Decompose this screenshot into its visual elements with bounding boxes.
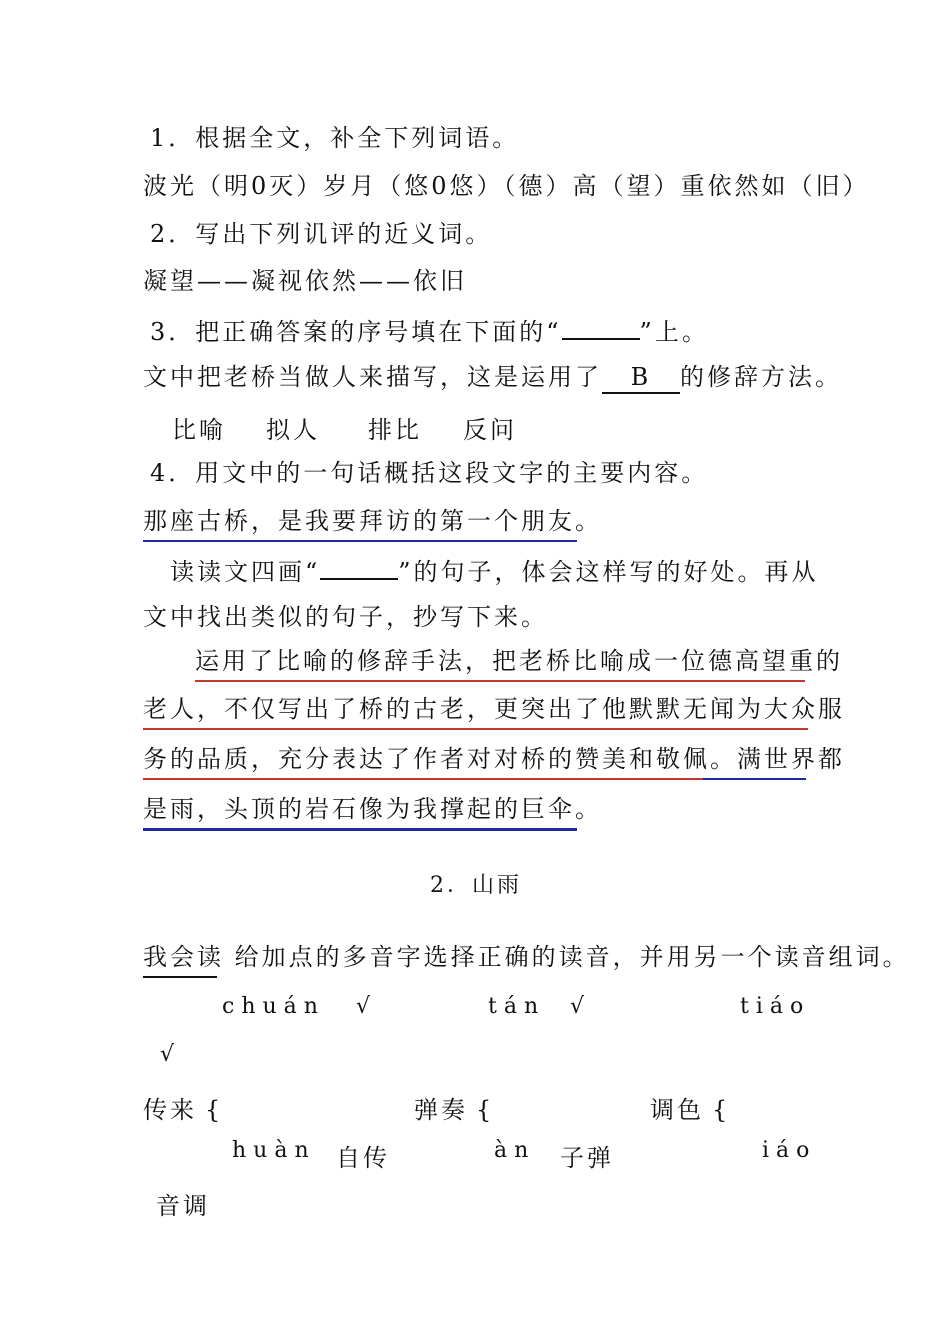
item3-brace: { [712,1096,731,1124]
item2-pinyin1: tán [488,994,546,1019]
item2-check-mark: √ [570,994,588,1019]
q3-sentence-before: 文中把老桥当做人来描写，这是运用了 [143,363,602,391]
item2-new-word: 子弹 [560,1144,614,1172]
q5-question-line2: 文中找出类似的句子，抄写下来。 [143,603,548,631]
q5-answer-line4-underline [143,828,577,831]
q4-question: 4．用文中的一句话概括这段文字的主要内容。 [150,459,709,487]
item2-word [414,1090,494,1125]
q3-sentence-after: 的修辞方法。 [680,363,842,391]
q1-question: 1．根据全文，补全下列词语。 [150,124,520,152]
item1-check-mark: √ [356,994,374,1019]
q2-question: 2．写出下列讥评的近义词。 [150,220,493,248]
q5-answer-line3b-underline [703,778,806,780]
q5-answer-line3 [143,744,845,774]
q1-answer: 波光（明0灭）岁月（悠0悠）（德）高（望）重依然如（旧） [143,172,870,200]
q4-answer-underline [143,540,577,542]
q3-option-3: 排比 [368,416,422,444]
q5-answer-line3a: 务的品质，充分表达了作者对对桥的赞美和敬佩。 [143,745,737,773]
item3-check-mark: √ [160,1042,178,1067]
q3-text-after: ”上。 [639,318,709,346]
q3-answer-blank: B [602,362,680,394]
q4-answer: 那座古桥，是我要拜访的第一个朋友。 [143,507,602,535]
q5-answer-line3a-underline [143,778,703,780]
q3-sentence [143,362,842,394]
q5-answer-line2-underline [143,728,808,730]
item1-pinyin1: chuán [222,994,325,1019]
item3-pinyin2: iáo [762,1138,817,1163]
q3-question [150,314,709,347]
item3-pinyin1: tiáo [740,994,811,1019]
q5-blank [320,554,398,580]
section2-label-underline [143,976,217,978]
item3-word [650,1090,730,1125]
item2-pinyin2: àn [494,1138,536,1163]
q5-line1-after: ”的句子，体会这样写的好处。再从 [398,558,819,586]
q5-answer-line3b: 满世界都 [737,745,845,773]
section-title: 2．山雨 [430,873,522,898]
item3-new-word: 音调 [156,1192,210,1220]
item1-brace: { [205,1096,224,1124]
item2-word-text: 弹奏 [414,1096,468,1124]
q5-answer-line2: 老人，不仅写出了桥的古老，更突出了他默默无闻为大众服 [143,695,845,723]
section2-label: 我会读 [143,943,224,971]
q5-answer-line1: 运用了比喻的修辞手法，把老桥比喻成一位德高望重的 [195,647,843,675]
item1-word-text: 传来 [143,1096,197,1124]
q2-answer: 凝望——凝视依然——依旧 [143,267,467,295]
q3-option-1: 比喻 [172,416,226,444]
item1-new-word: 自传 [336,1144,390,1172]
q3-blank [562,314,640,340]
q3-text-before: 3．把正确答案的序号填在下面的“ [150,318,562,346]
q3-option-4: 反问 [463,416,517,444]
item2-brace: { [476,1096,495,1124]
section2-instruction: 给加点的多音字选择正确的读音，并用另一个读音组词。 [234,943,910,971]
section2-instruction-line [143,942,910,972]
item3-word-text: 调色 [650,1096,704,1124]
q5-answer-line1-underline [195,680,805,682]
q5-answer-line4: 是雨，头顶的岩石像为我撑起的巨伞。 [143,795,602,823]
q3-option-2: 拟人 [266,416,320,444]
q5-line1-before: 读读文四画“ [170,558,321,586]
item1-word [143,1090,223,1125]
item1-pinyin2: huàn [232,1138,316,1163]
q5-question-line1 [170,554,819,587]
